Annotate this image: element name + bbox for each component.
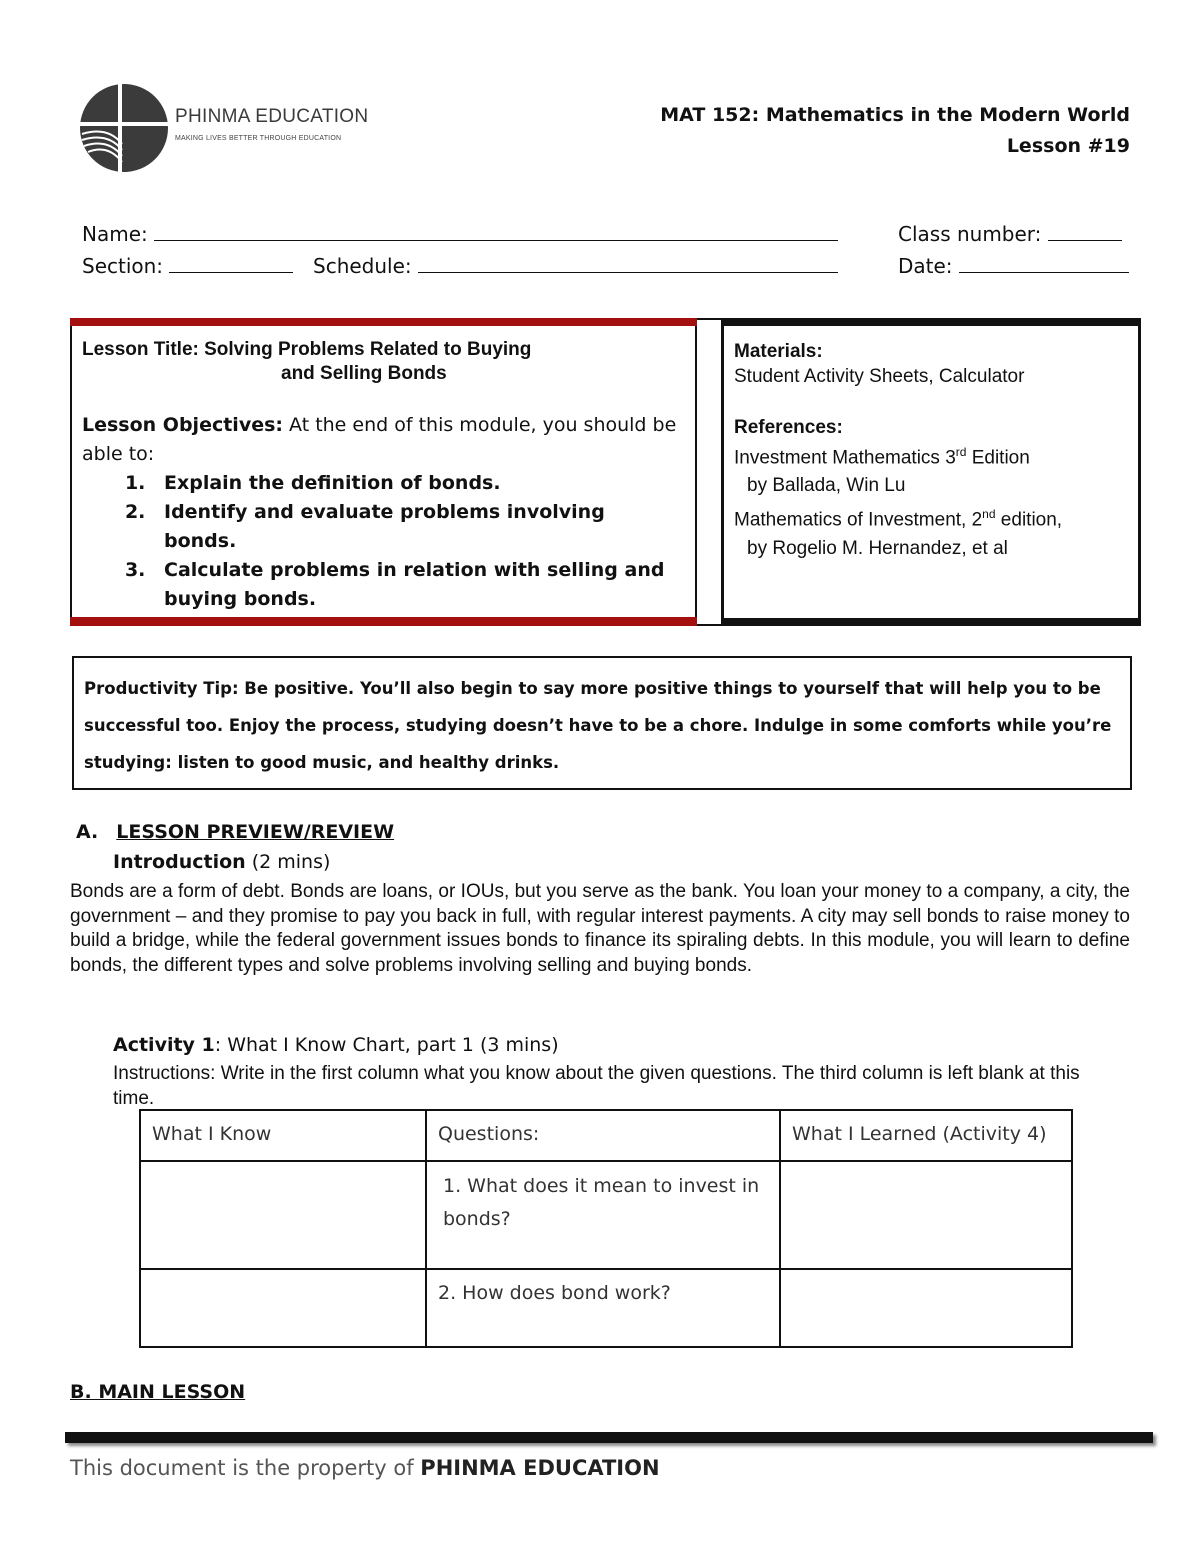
footer-prefix: This document is the property of xyxy=(70,1456,421,1480)
schedule-blank[interactable] xyxy=(418,254,838,273)
schedule-label: Schedule: xyxy=(313,254,412,278)
section-label: Section: xyxy=(82,254,164,278)
what-i-know-cell[interactable] xyxy=(140,1161,426,1269)
name-field xyxy=(82,222,838,246)
question-cell: 1. What does it mean to invest in bonds? xyxy=(426,1161,780,1269)
box-divider xyxy=(697,318,721,626)
logo-tagline: MAKING LIVES BETTER THROUGH EDUCATION xyxy=(175,135,342,142)
introduction-time: (2 mins) xyxy=(245,851,331,873)
lesson-number: Lesson #19 xyxy=(1006,135,1130,157)
date-field xyxy=(898,254,1129,278)
what-i-know-cell[interactable] xyxy=(140,1269,426,1347)
class-number-blank[interactable] xyxy=(1048,222,1122,241)
what-i-learned-cell[interactable] xyxy=(780,1269,1072,1347)
activity-1-heading xyxy=(113,1034,559,1056)
activity-1-title: : What I Know Chart, part 1 (3 mins) xyxy=(214,1034,559,1056)
name-label: Name: xyxy=(82,222,148,246)
footer-text xyxy=(70,1456,660,1480)
introduction-heading xyxy=(113,851,330,873)
lesson-box xyxy=(70,318,697,626)
materials-label: Materials: xyxy=(734,341,823,362)
section-a-letter: A. xyxy=(76,821,99,843)
logo-globe-icon xyxy=(78,82,170,174)
date-label: Date: xyxy=(898,254,953,278)
what-i-know-chart xyxy=(139,1109,1073,1348)
class-number-label: Class number: xyxy=(898,222,1042,246)
introduction-label: Introduction xyxy=(113,851,246,873)
what-i-learned-cell[interactable] xyxy=(780,1161,1072,1269)
section-a-heading xyxy=(76,821,394,843)
references-label: References: xyxy=(734,417,843,438)
footer-bar xyxy=(65,1432,1153,1443)
table-header-cell: Questions: xyxy=(426,1110,780,1161)
productivity-tip: Productivity Tip: Be positive. You’ll also begin to say more positive things to yourself that will help you to be successful too. Enjoy the process, studying doesn’t have to be a chore. Indulge in some comforts while you’re studying: listen to good music, and healthy drinks. xyxy=(72,656,1132,790)
question-cell: 2. How does bond work? xyxy=(426,1269,780,1347)
table-header-cell: What I Know xyxy=(140,1110,426,1161)
reference-1-author: by Ballada, Win Lu xyxy=(747,475,906,497)
materials-box-top-bar xyxy=(721,318,1141,326)
objectives-list xyxy=(82,469,682,614)
footer-owner: PHINMA EDUCATION xyxy=(420,1456,660,1480)
objective-item: 3. Calculate problems in relation with selling and buying bonds. xyxy=(152,556,682,614)
name-blank[interactable] xyxy=(154,222,838,241)
lesson-box-top-bar xyxy=(70,318,697,326)
section-a-title: LESSON PREVIEW/REVIEW xyxy=(116,821,395,843)
section-field xyxy=(82,254,293,278)
table-row xyxy=(140,1269,1072,1347)
section-b-heading xyxy=(70,1381,245,1403)
lesson-title-line2: and Selling Bonds xyxy=(281,363,447,384)
lesson-title: Lesson Title: Solving Problems Related to Buying xyxy=(82,339,532,360)
reference-1: Investment Mathematics 3rd Edition xyxy=(734,445,1030,469)
phinma-logo xyxy=(78,82,378,174)
date-blank[interactable] xyxy=(959,254,1129,273)
section-b-title: B. MAIN LESSON xyxy=(70,1381,246,1403)
activity-1-instructions: Instructions: Write in the first column what you know about the given questions. The third column is left blank at this time. xyxy=(113,1063,1080,1109)
table-row xyxy=(140,1161,1072,1269)
lesson-objectives xyxy=(82,411,682,614)
materials-list: Student Activity Sheets, Calculator xyxy=(734,366,1025,387)
course-title: MAT 152: Mathematics in the Modern World xyxy=(660,104,1130,126)
objectives-intro: At the end of this module, you should be able to: xyxy=(82,414,677,465)
logo-name: PHINMA EDUCATION xyxy=(175,106,369,127)
introduction-paragraph: Bonds are a form of debt. Bonds are loans, or IOUs, but you serve as the bank. You loan your money to a company, a city, the government – and they promise to pay you back in full, with regular interest payments. A city may sell bonds to raise money to build a bridge, while the federal government issues bonds to finance its spiraling debts. In this module, you will learn to define bonds, the different types and solve problems involving selling and buying bonds. xyxy=(70,881,1130,976)
objectives-label: Lesson Objectives: xyxy=(82,414,283,436)
activity-1-label: Activity 1 xyxy=(113,1034,215,1056)
reference-2-author: by Rogelio M. Hernandez, et al xyxy=(747,537,1008,559)
materials-box xyxy=(721,318,1141,626)
course-heading xyxy=(660,100,1130,162)
reference-2: Mathematics of Investment, 2nd edition, xyxy=(734,507,1063,531)
objective-item: 2. Identify and evaluate problems involving bonds. xyxy=(152,498,682,556)
table-header-row xyxy=(140,1110,1072,1161)
schedule-field xyxy=(313,254,838,278)
class-number-field xyxy=(898,222,1122,246)
materials-content xyxy=(734,339,1134,561)
objective-item: 1. Explain the definition of bonds. xyxy=(152,469,682,498)
lesson-box-bottom-bar xyxy=(70,617,697,626)
table-header-cell: What I Learned (Activity 4) xyxy=(780,1110,1072,1161)
section-blank[interactable] xyxy=(169,254,293,273)
materials-box-bottom-bar xyxy=(721,618,1141,626)
